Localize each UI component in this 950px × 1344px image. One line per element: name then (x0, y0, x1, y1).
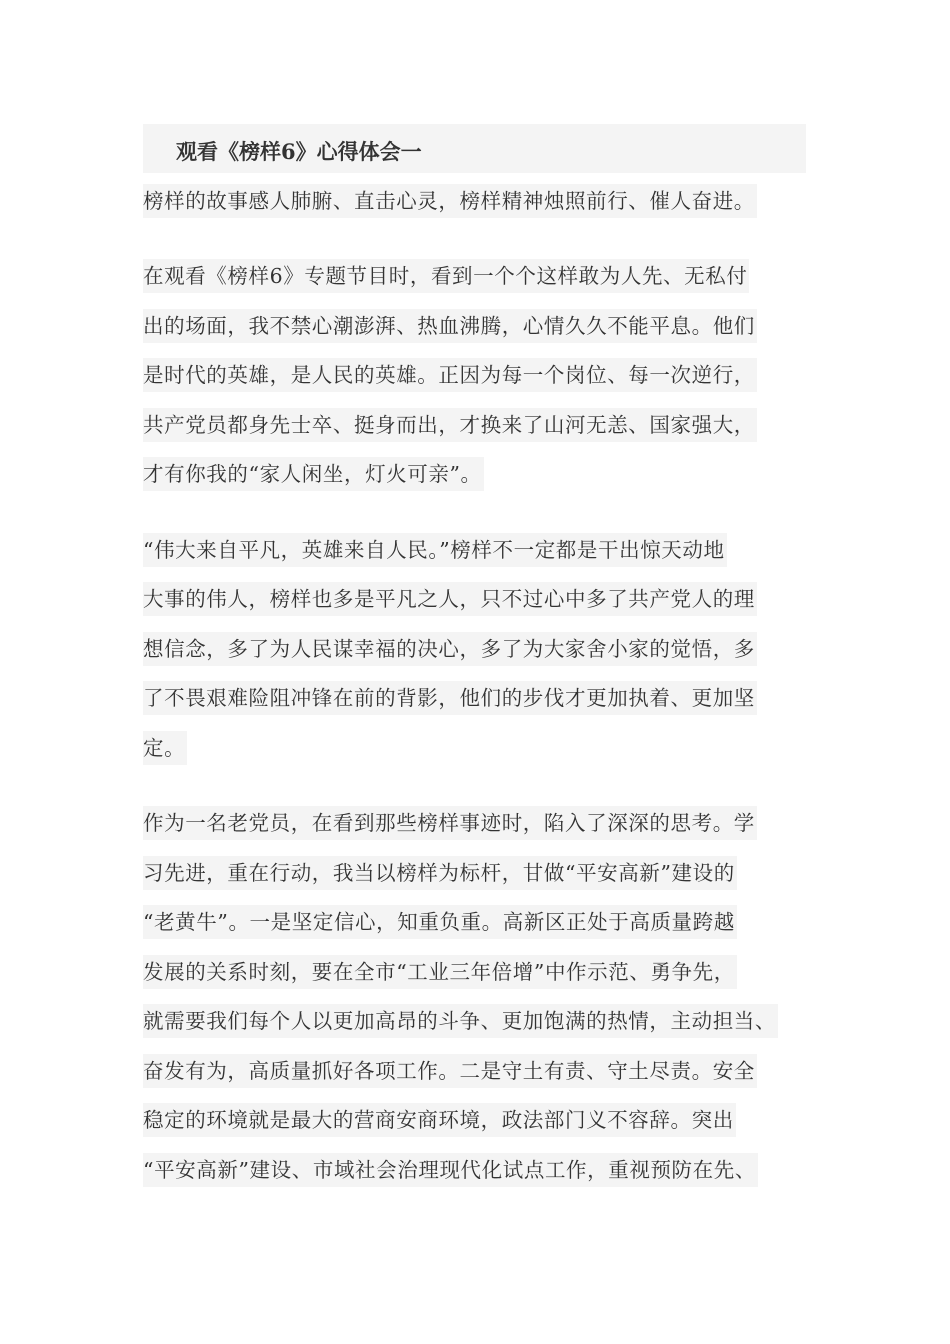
text-line: 作为一名老党员，在看到那些榜样事迹时，陷入了深深的思考。学 (143, 806, 757, 840)
text-line: 榜样的故事感人肺腑、直击心灵，榜样精神烛照前行、催人奋进。 (143, 184, 757, 218)
text-line: 奋发有为，高质量抓好各项工作。二是守土有责、守土尽责。安全 (143, 1054, 757, 1088)
text-line: 共产党员都身先士卒、挺身而出，才换来了山河无恙、国家强大， (143, 408, 757, 442)
text-line: 定。 (143, 731, 187, 765)
text-line: “老黄牛”。一是坚定信心，知重负重。高新区正处于高质量跨越 (143, 905, 737, 939)
text-line: 大事的伟人，榜样也多是平凡之人，只不过心中多了共产党人的理 (143, 582, 757, 616)
text-line: “平安高新”建设、市域社会治理现代化试点工作，重视预防在先、 (143, 1153, 758, 1187)
text-line: 是时代的英雄，是人民的英雄。正因为每一个岗位、每一次逆行， (143, 358, 757, 392)
text-line: 了不畏艰难险阻冲锋在前的背影，他们的步伐才更加执着、更加坚 (143, 681, 757, 715)
text-line: 出的场面，我不禁心潮澎湃、热血沸腾，心情久久不能平息。他们 (143, 309, 757, 343)
text-line: “伟大来自平凡，英雄来自人民。”榜样不一定都是干出惊天动地 (143, 533, 727, 567)
text-line: 习先进，重在行动，我当以榜样为标杆，甘做“平安高新”建设的 (143, 856, 737, 890)
text-line: 才有你我的“家人闲坐，灯火可亲”。 (143, 457, 484, 491)
text-line: 稳定的环境就是最大的营商安商环境，政法部门义不容辞。突出 (143, 1103, 736, 1137)
text-line: 就需要我们每个人以更加高昂的斗争、更加饱满的热情，主动担当、 (143, 1004, 778, 1038)
text-line: 发展的关系时刻，要在全市“工业三年倍增”中作示范、勇争先， (143, 955, 737, 989)
text-line: 在观看《榜样6》专题节目时，看到一个个这样敢为人先、无私付 (143, 259, 749, 293)
text-line: 想信念，多了为人民谋幸福的决心，多了为大家舍小家的觉悟，多 (143, 632, 757, 666)
title-block (143, 124, 806, 173)
document-title: 观看《榜样6》心得体会一 (176, 139, 422, 164)
